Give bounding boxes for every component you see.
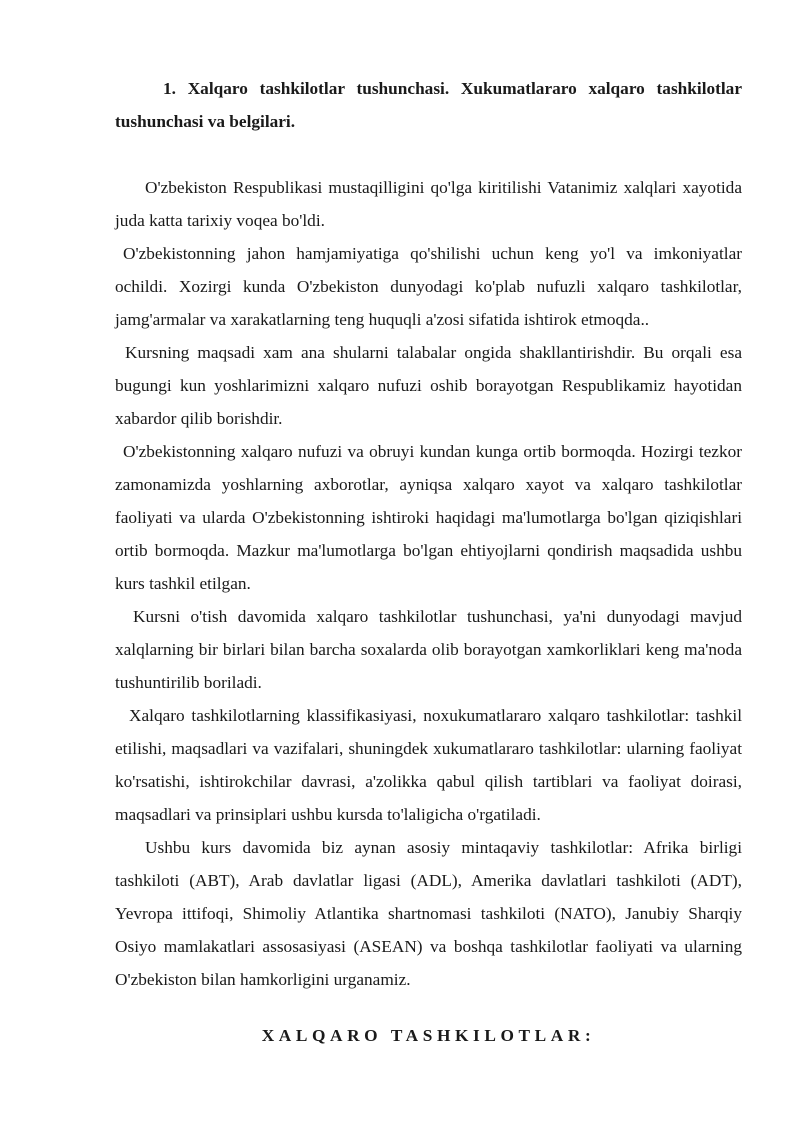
section-title-organizations: XALQARO TASHKILOTLAR: — [261, 1026, 596, 1045]
body-text — [115, 171, 742, 996]
paragraph: Xalqaro tashkilotlarning klassifikasiyasi, noxukumatlararo xalqaro tashkilotlar: tashkil etilishi, maqsadlari va vazifalari, shuningdek xukumatlararo tashkilotlar: ularning faoliyat ko'rsatishi, ishtirokchilar davrasi, a'zolikka qabul qilish tartiblari va faoliyat doirasi, maqsadlari va prinsiplari ushbu kursda to'laligicha o'rgatiladi. — [115, 706, 742, 824]
section-heading: 1. Xalqaro tashkilotlar tushunchasi. Xukumatlararo xalqaro tashkilotlar tushunchasi va belgilari. — [115, 79, 742, 131]
blank-line — [115, 138, 742, 171]
paragraph: O'zbekistonning jahon hamjamiyatiga qo'shilishi uchun keng yo'l va imkoniyatlar ochildi. Xozirgi kunda O'zbekiston dunyodagi ko'plab nufuzli xalqaro tashkilotlar, jamg'armalar va xarakatlarning teng huquqli a'zosi sifatida ishtirok etmoqda.. — [115, 244, 742, 329]
paragraph: Kursning maqsadi xam ana shularni talabalar ongida shakllantirishdir. Bu orqali esa bugungi kun yoshlarimizni xalqaro nufuzi oshib borayotgan Respublikamiz hayotidan xabardor qilib borishdir. — [115, 343, 742, 428]
document-page — [115, 72, 742, 1052]
paragraph: Kursni o'tish davomida xalqaro tashkilotlar tushunchasi, ya'ni dunyodagi mavjud xalqlarning bir birlari bilan barcha soxalarda olib borayotgan xamkorliklari keng ma'noda tushuntirilib boriladi. — [115, 607, 742, 692]
paragraph: O'zbekistonning xalqaro nufuzi va obruyi kundan kunga ortib bormoqda. Hozirgi tezkor zamonamizda yoshlarning axborotlar, ayniqsa xalqaro xayot va xalqaro tashkilotlar faoliyati va ularda O'zbekistonning ishtiroki haqidagi ma'lumotlarga bo'lgan qiziqishlari ortib bormoqda. Mazkur ma'lumotlarga bo'lgan ehtiyojlarni qondirish maqsadida ushbu kurs tashkil etilgan. — [115, 442, 742, 593]
paragraph: O'zbekiston Respublikasi mustaqilligini qo'lga kiritilishi Vatanimiz xalqlari xayotida juda katta tarixiy voqea bo'ldi. — [115, 178, 742, 230]
paragraph: Ushbu kurs davomida biz aynan asosiy mintaqaviy tashkilotlar: Afrika birligi tashkiloti (ABT), Arab davlatlar ligasi (ADL), Amerika davlatlari tashkiloti (ADT), Yevropa ittifoqi, Shimoliy Atlantika shartnomasi tashkiloti (NATO), Janubiy Sharqiy Osiyo mamlakatlari assosasiyasi (ASEAN) va boshqa tashkilotlar faoliyati va ularning O'zbekiston bilan hamkorligini urganamiz. — [115, 838, 742, 989]
